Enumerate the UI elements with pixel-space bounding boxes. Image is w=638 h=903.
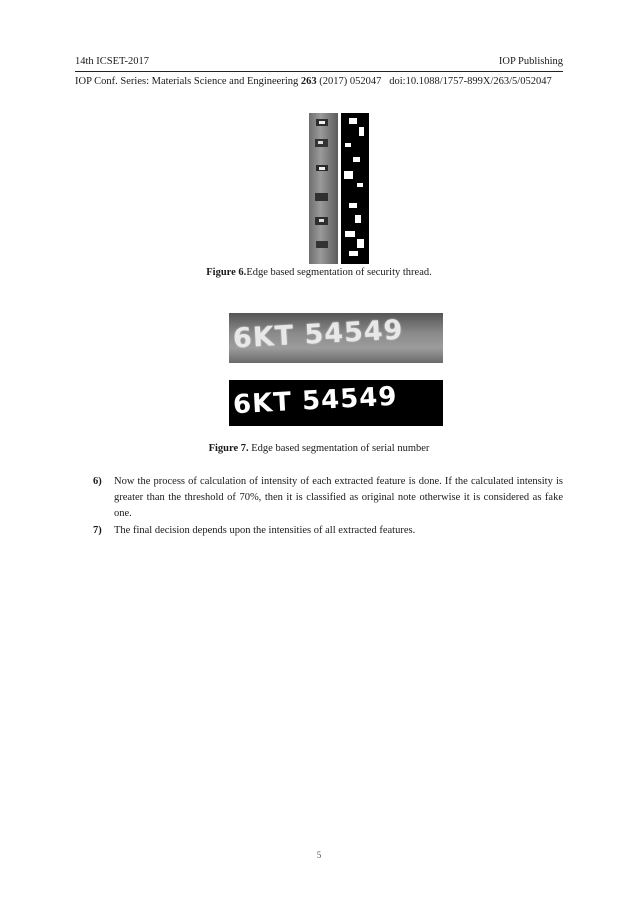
security-thread-edge — [341, 113, 370, 264]
figure-6-image — [309, 113, 369, 264]
list-item — [93, 474, 563, 522]
citation-line — [75, 76, 563, 87]
conference-name: 14th ICSET-2017 — [75, 56, 149, 67]
list-item-text: Now the process of calculation of intensity of each extracted feature is done. If the calculated intensity is greater than the threshold of 70%, then it is classified as original note otherwise it is considered as fake one. — [114, 476, 563, 519]
serial-number-grayscale — [229, 313, 443, 363]
serial-number-edge-text: 6KT 54549 — [232, 381, 399, 421]
figure-6-label: Figure 6. — [206, 267, 247, 278]
volume-number: 263 — [300, 76, 317, 87]
figure-7-label: Figure 7. — [208, 443, 249, 454]
series-prefix: IOP Conf. Series: Materials Science and Engineering — [75, 76, 301, 87]
figure-7-caption — [0, 443, 638, 454]
figure-6-caption-text: Edge based segmentation of security thread. — [246, 267, 432, 278]
list-item-number: 6) — [93, 476, 102, 487]
list-item-number: 7) — [93, 525, 102, 536]
figure-7-caption-text: Edge based segmentation of serial number — [248, 443, 430, 454]
list-item-text: The final decision depends upon the intensities of all extracted features. — [114, 525, 416, 536]
list-item — [93, 523, 563, 539]
serial-number-grayscale-text: 6KT 54549 — [232, 314, 405, 355]
running-header — [75, 56, 563, 67]
doi: doi:10.1088/1757-899X/263/5/052047 — [389, 76, 552, 87]
serial-number-edge — [229, 380, 443, 426]
publisher-name: IOP Publishing — [498, 56, 563, 67]
steps-list — [93, 474, 563, 540]
security-thread-grayscale — [309, 113, 338, 264]
figure-6-caption — [0, 267, 638, 278]
page-number: 5 — [316, 850, 322, 860]
header-rule — [75, 71, 563, 72]
series-suffix: (2017) 052047 — [316, 76, 382, 87]
